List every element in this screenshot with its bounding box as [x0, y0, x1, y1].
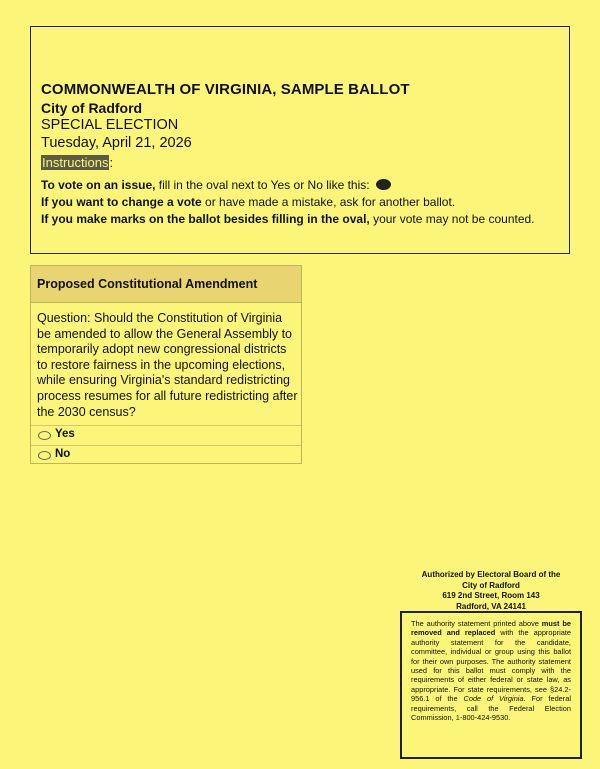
auth-line-2: City of Radford — [462, 580, 520, 590]
notice-text-1: The authority statement printed above — [411, 619, 542, 628]
choice-yes-label: Yes — [55, 428, 75, 440]
instructions-colon: : — [109, 155, 114, 170]
filled-oval-icon — [376, 179, 391, 190]
instruction-line-change — [41, 194, 551, 211]
notice-text-bold: must be removed and replaced — [411, 619, 571, 638]
contest-box — [30, 265, 302, 464]
notice-text-3: . For federal requirements, call the Federal Election Commission, 1-800-424-9530. — [411, 694, 572, 723]
ballot-title: COMMONWEALTH OF VIRGINIA, SAMPLE BALLOT — [41, 81, 410, 98]
instruction-line-vote-bold: To vote on an issue, — [41, 178, 156, 192]
instruction-line-marks — [41, 211, 551, 228]
notice-text-2: with the appropriate authority statement for the candidate, committee, individual or group using this ballot for their own purposes. The authority statement used for this ballot must comply with the requirements of either federal or state law, as appropriate. For state requirements, see §24.2-956.1 of the — [411, 628, 571, 704]
choice-no-label: No — [55, 448, 71, 460]
instruction-line-change-bold: If you want to change a vote — [41, 195, 202, 209]
instruction-line-marks-rest: your vote may not be counted. — [369, 212, 535, 226]
instructions-label: Instructions — [42, 155, 109, 170]
auth-line-4: Radford, VA 24141 — [456, 601, 526, 611]
instruction-line-marks-bold: If you make marks on the ballot besides filling in the oval, — [41, 212, 370, 226]
city-name: City of Radford — [41, 100, 143, 116]
election-date: Tuesday, April 21, 2026 — [41, 135, 192, 151]
oval-no-icon[interactable] — [38, 451, 51, 460]
instruction-line-vote-rest: fill in the oval next to Yes or No like this: — [155, 178, 370, 192]
auth-line-1: Authorized by Electoral Board of the — [421, 570, 561, 579]
oval-yes-icon[interactable] — [38, 431, 51, 440]
instruction-line-vote — [41, 177, 551, 194]
authority-notice-box — [400, 611, 582, 759]
authorization-statement — [402, 570, 580, 612]
instructions-heading — [41, 155, 113, 171]
choice-no[interactable] — [31, 445, 301, 464]
contest-title: Proposed Constitutional Amendment — [37, 277, 258, 291]
contest-header — [31, 266, 301, 303]
ballot-header-box — [30, 26, 570, 254]
instructions-text — [41, 177, 551, 228]
choice-yes[interactable] — [31, 425, 301, 444]
auth-line-3: 619 2nd Street, Room 143 — [442, 591, 540, 600]
contest-question: Question: Should the Constitution of Virginia be amended to allow the General Assembly to temporarily adopt new congressional districts to restore fairness in the upcoming elections, while ensuring Virginia's standard redistricting process resumes for all future redistricting after the 2030 census? — [37, 311, 298, 419]
election-type: SPECIAL ELECTION — [41, 117, 179, 133]
instruction-line-change-rest: or have made a mistake, ask for another ballot. — [201, 195, 456, 209]
notice-text-italic: Code of Virginia — [463, 694, 524, 704]
